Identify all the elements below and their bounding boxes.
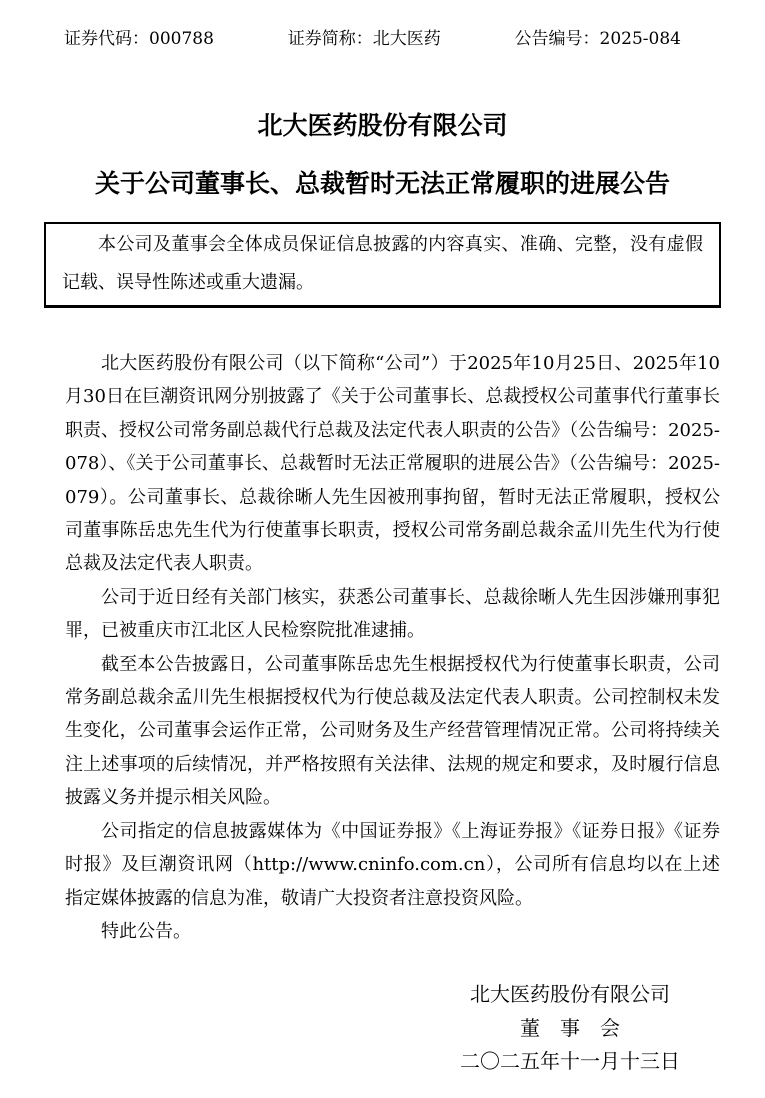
signature-date: 二〇二五年十一月十三日 [460, 1049, 680, 1074]
stock-name: 证券简称：北大医药 [287, 29, 441, 49]
disclaimer-text: 本公司及董事会全体成员保证信息披露的内容真实、准确、完整，没有虚假记载、误导性陈述或重大遗漏。 [62, 234, 703, 293]
body-paragraph-4: 公司指定的信息披露媒体为《中国证券报》《上海证券报》《证券日报》《证券时报》及巨潮资讯网（http://www.cninfo.com.cn），公司所有信息均以在上述指定媒体披露的信息为准，敬请广大投资者注意投资风险。 [65, 820, 720, 909]
company-title: 北大医药股份有限公司 [257, 111, 508, 140]
disclaimer-box [44, 222, 721, 308]
announcement-number: 公告编号：2025-084 [514, 29, 681, 49]
body-paragraph-5: 特此公告。 [101, 920, 191, 942]
body-paragraph-3: 截至本公告披露日，公司董事陈岳忠先生根据授权代为行使董事长职责，公司常务副总裁余孟川先生根据授权代为行使总裁及法定代表人职责。公司控制权未发生变化，公司董事会运作正常，公司财务及生产经营管理情况正常。公司将持续关注上述事项的后续情况，并严格按照有关法律、法规的规定和要求，及时履行信息披露义务并提示相关风险。 [65, 653, 720, 809]
signature-board: 董 事 会 [520, 1015, 620, 1040]
signature-block [460, 978, 680, 1079]
body-paragraph-2: 公司于近日经有关部门核实，获悉公司董事长、总裁徐晰人先生因涉嫌刑事犯罪，已被重庆市江北区人民检察院批准逮捕。 [65, 586, 720, 642]
announcement-title: 关于公司董事长、总裁暂时无法正常履职的进展公告 [94, 169, 670, 198]
document-body [65, 347, 720, 948]
document-header [0, 0, 765, 51]
stock-code: 证券代码：000788 [64, 29, 214, 49]
body-paragraph-1: 北大医药股份有限公司（以下简称“公司”）于2025年10月25日、2025年10月30日在巨潮资讯网分别披露了《关于公司董事长、总裁授权公司董事代行董事长职责、授权公司常务副总裁代行总裁及法定代表人职责的公告》（公告编号：2025-078）、《关于公司董事长、总裁暂时无法正常履职的进展公告》（公告编号：2025-079）。公司董事长、总裁徐晰人先生因被刑事拘留，暂时无法正常履职，授权公司董事陈岳忠先生代为行使董事长职责，授权公司常务副总裁余孟川先生代为行使总裁及法定代表人职责。 [65, 353, 720, 575]
signature-company: 北大医药股份有限公司 [470, 982, 670, 1007]
